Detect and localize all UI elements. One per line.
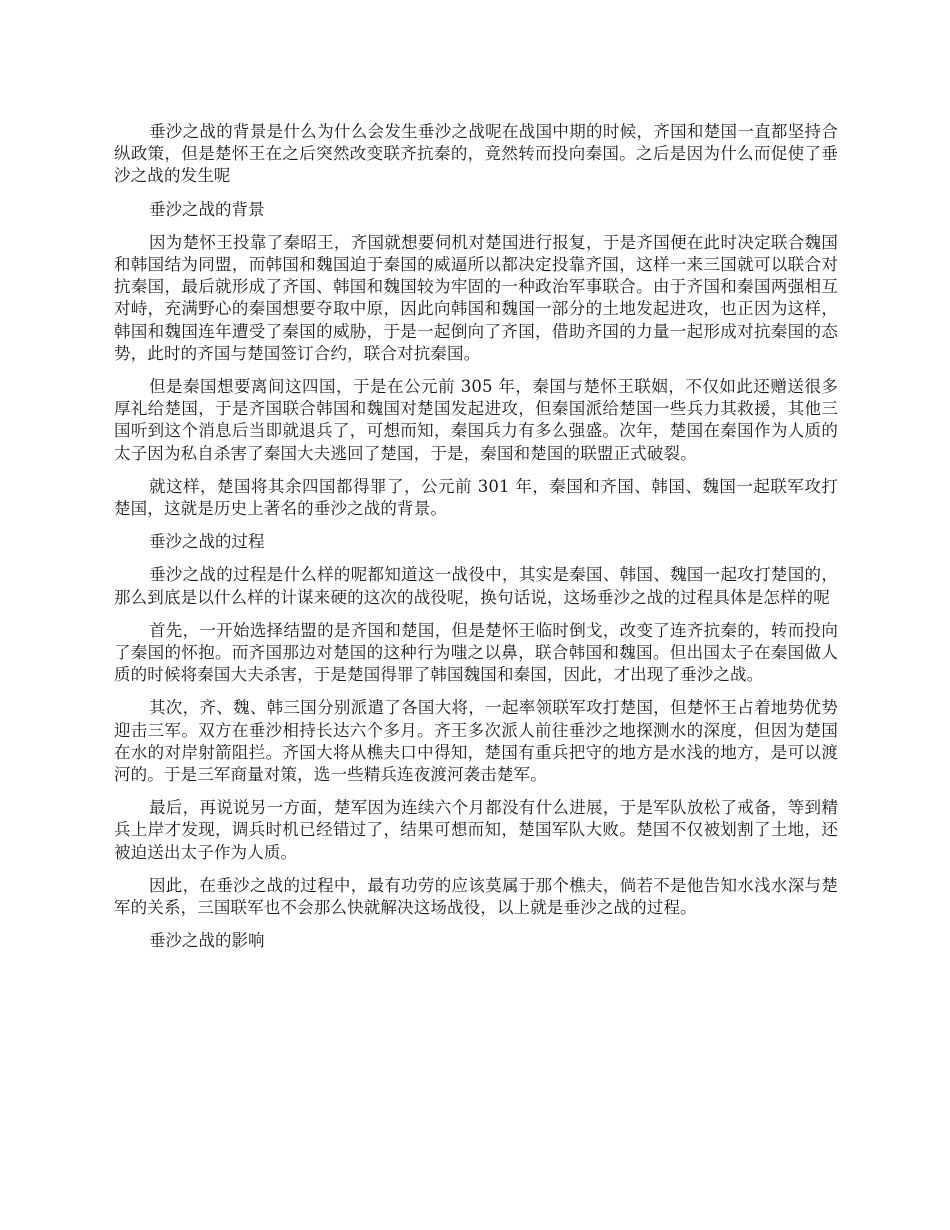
body-paragraph: 垂沙之战的过程是什么样的呢都知道这一战役中，其实是秦国、韩国、魏国一起攻打楚国的，那么到底是以什么样的计谋来硬的这次的战役呢，换句话说，这场垂沙之战的过程具体是怎样的呢 xyxy=(114,565,838,607)
body-paragraph: 最后，再说说另一方面，楚军因为连续六个月都没有什么进展，于是军队放松了戒备，等到精兵上岸才发现，调兵时机已经错过了，结果可想而知，楚国军队大败。楚国不仅被划割了土地，还被迫送出太子作为人质。 xyxy=(114,798,838,862)
intro-paragraph: 垂沙之战的背景是什么为什么会发生垂沙之战呢在战国中期的时候，齐国和楚国一直都坚持合纵政策，但是楚怀王在之后突然改变联齐抗秦的，竟然转而投向秦国。之后是因为什么而促使了垂沙之战的发生呢 xyxy=(114,122,838,186)
body-paragraph: 因为楚怀王投靠了秦昭王，齐国就想要伺机对楚国进行报复，于是齐国便在此时决定联合魏国和韩国结为同盟，而韩国和魏国迫于秦国的威逼所以都决定投靠齐国，这样一来三国就可以联合对抗秦国，最后就形成了齐国、韩国和魏国较为牢固的一种政治军事联合。由于齐国和秦国两强相互对峙，充满野心的秦国想要夺取中原，因此向韩国和魏国一部分的土地发起进攻，也正因为这样，韩国和魏国连年遭受了秦国的威胁，于是一起倒向了齐国，借助齐国的力量一起形成对抗秦国的态势，此时的齐国与楚国签订合约，联合对抗秦国。 xyxy=(114,232,838,363)
body-paragraph: 首先，一开始选择结盟的是齐国和楚国，但是楚怀王临时倒戈，改变了连齐抗秦的，转而投向了秦国的怀抱。而齐国那边对楚国的这种行为嗤之以鼻，联合韩国和魏国。但出国太子在秦国做人质的时候将秦国大夫杀害，于是楚国得罪了韩国魏国和秦国，因此，才出现了垂沙之战。 xyxy=(114,620,838,685)
section-heading-background: 垂沙之战的背景 xyxy=(149,199,265,219)
body-paragraph: 其次，齐、魏、韩三国分别派遣了各国大将，一起率领联军攻打楚国，但楚怀王占着地势优势迎击三军。双方在垂沙相持长达六个多月。齐王多次派人前往垂沙之地探测水的深度，但因为楚国在水的对岸射箭阻拦。齐国大将从樵夫口中得知，楚国有重兵把守的地方是水浅的地方，是可以渡河的。于是三军商量对策，选一些精兵连夜渡河袭击楚军。 xyxy=(114,698,838,785)
body-paragraph: 但是秦国想要离间这四国，于是在公元前 305 年，秦国与楚怀王联姻，不仅如此还赠送很多厚礼给楚国，于是齐国联合韩国和魏国对楚国发起进攻，但秦国派给楚国一些兵力其救援，其他三国听到这个消息后当即就退兵了，可想而知，秦国兵力有多么强盛。次年，楚国在秦国作为人质的太子因为私自杀害了秦国大夫逃回了楚国，于是，秦国和楚国的联盟正式破裂。 xyxy=(114,377,838,463)
body-paragraph: 就这样，楚国将其余四国都得罪了，公元前 301 年，秦国和齐国、韩国、魏国一起联军攻打楚国，这就是历史上著名的垂沙之战的背景。 xyxy=(114,476,838,519)
body-paragraph: 因此，在垂沙之战的过程中，最有功劳的应该莫属于那个樵夫，倘若不是他告知水浅水深与楚军的关系，三国联军也不会那么快就解决这场战役，以上就是垂沙之战的过程。 xyxy=(114,875,838,918)
section-heading-impact: 垂沙之战的影响 xyxy=(149,931,265,951)
document-body xyxy=(114,121,838,964)
section-heading-process: 垂沙之战的过程 xyxy=(149,532,265,552)
